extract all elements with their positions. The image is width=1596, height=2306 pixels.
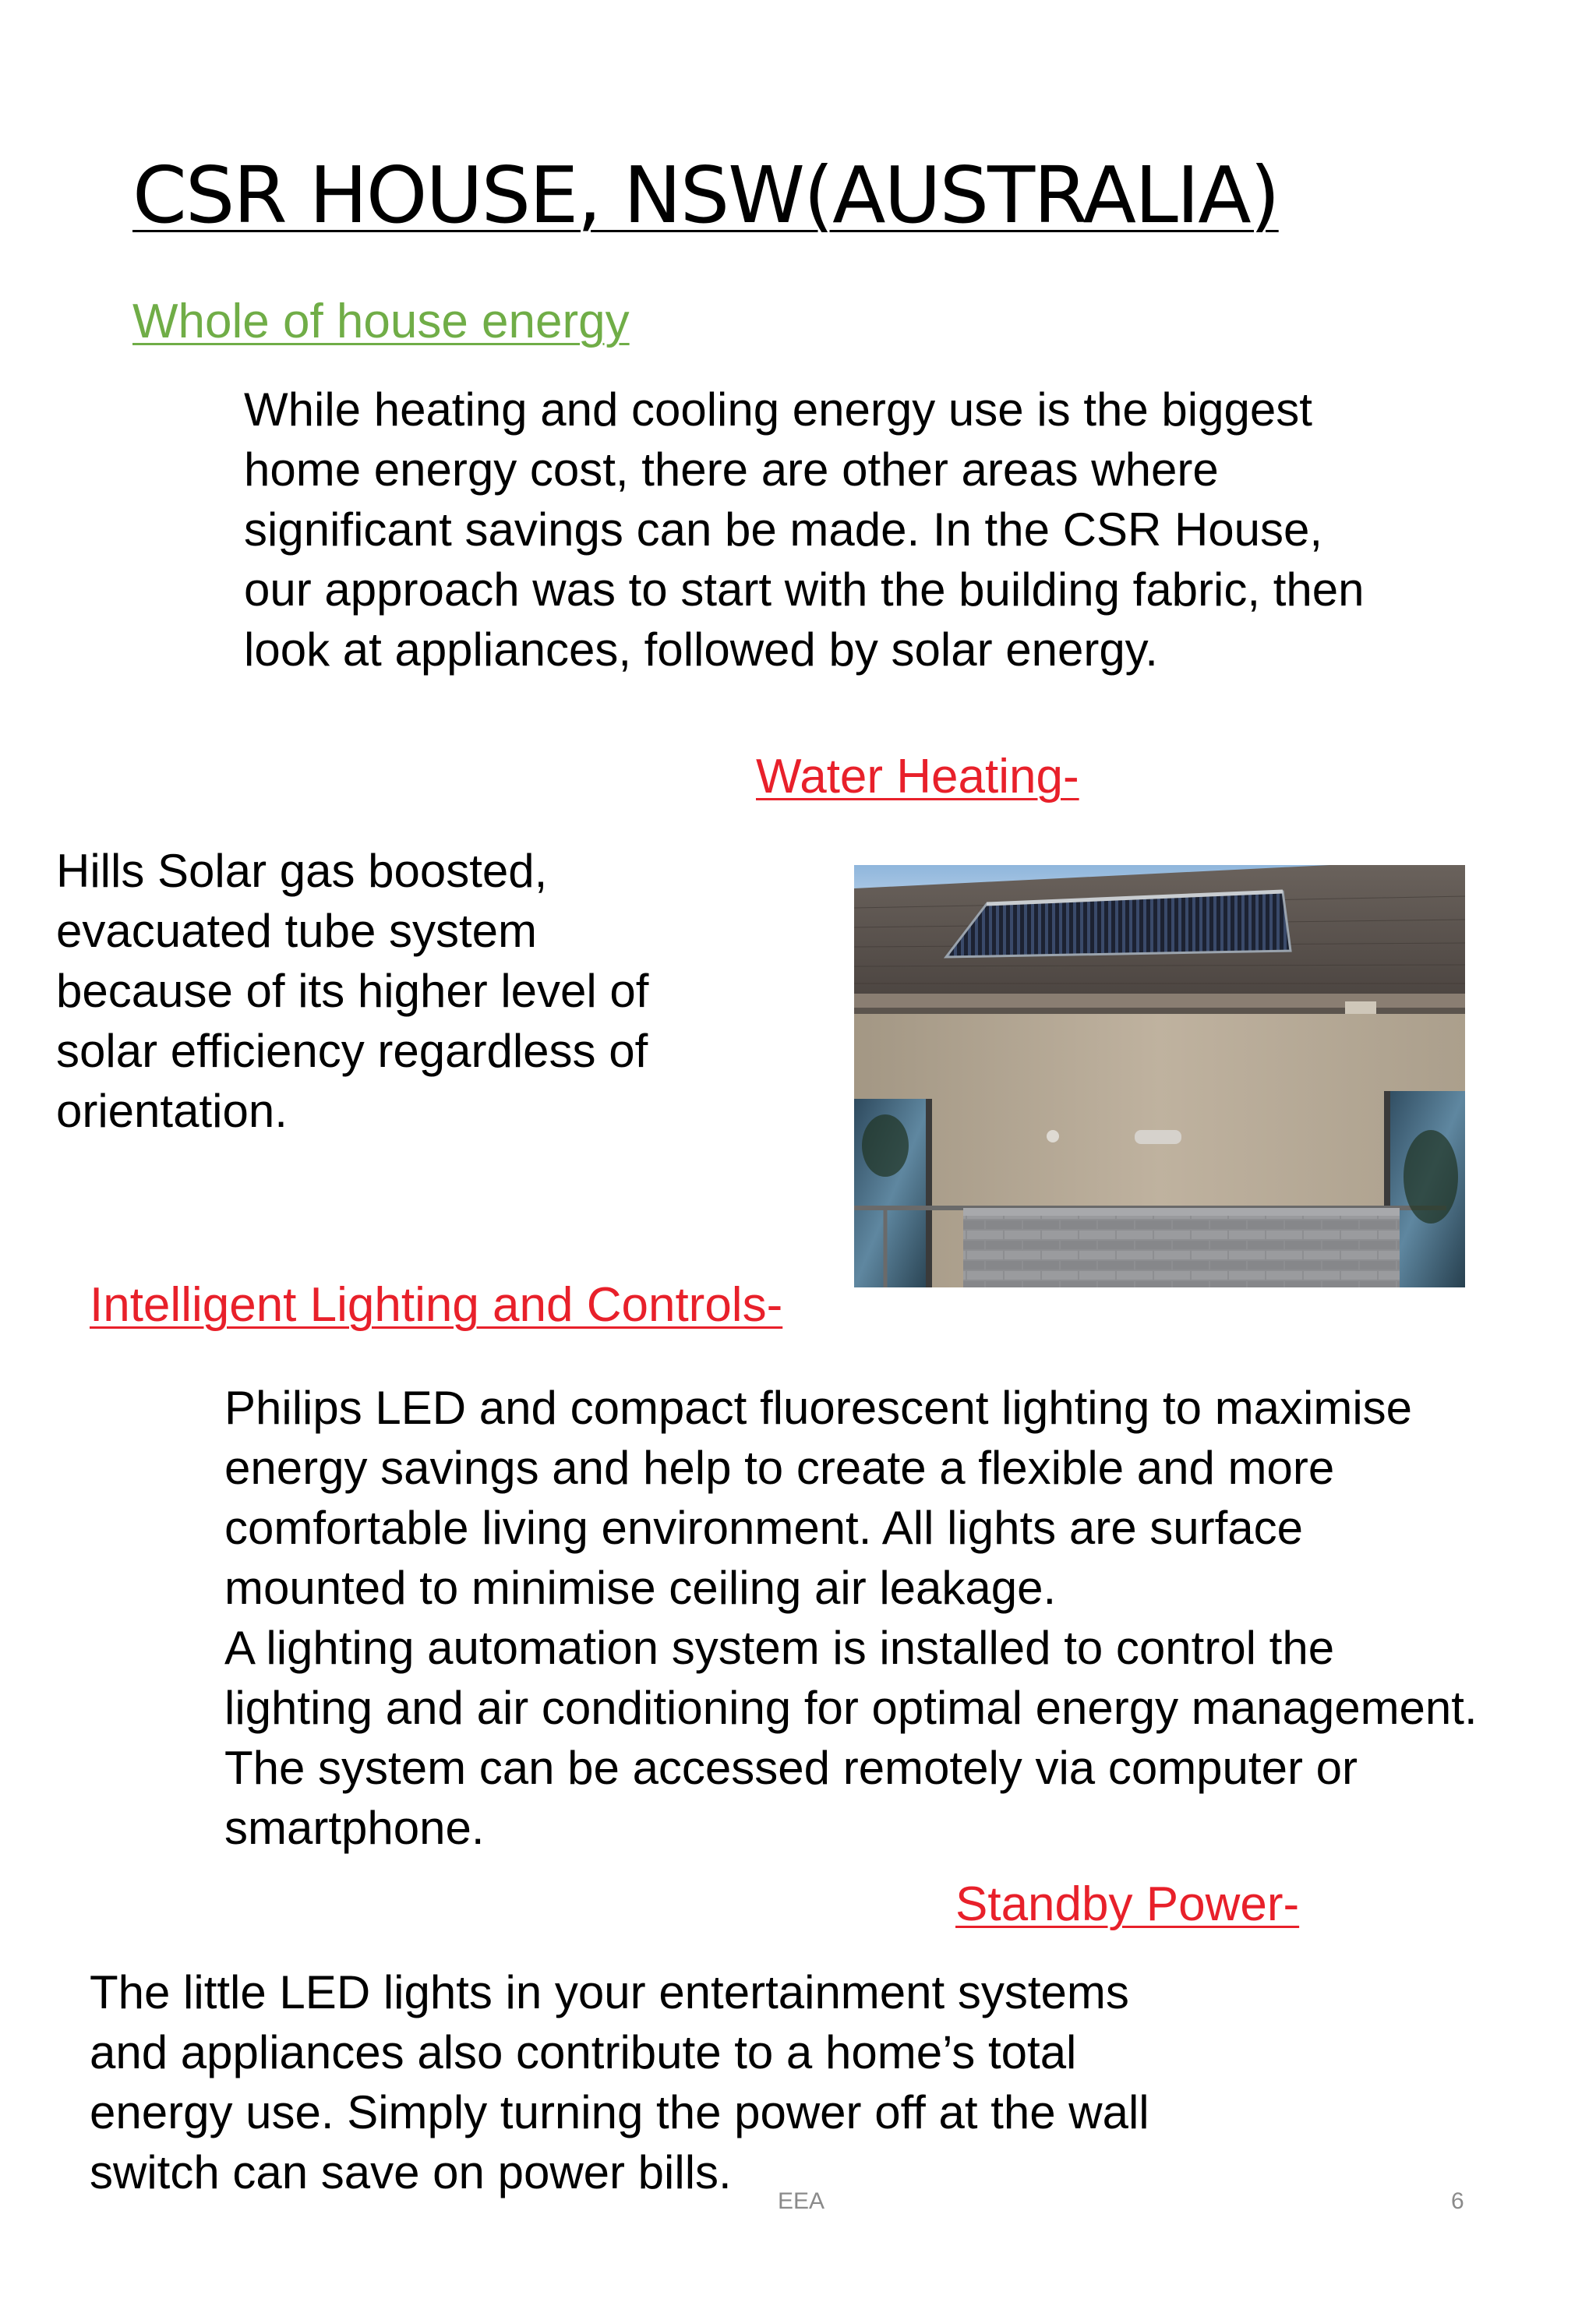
paragraph-line: our approach was to start with the building fabric, then xyxy=(244,563,1365,616)
whole-house-paragraph xyxy=(244,380,1364,680)
lighting-paragraph xyxy=(224,1378,1478,1858)
paragraph-line: mounted to minimise ceiling air leakage. xyxy=(224,1562,1057,1614)
paragraph-line: lighting and air conditioning for optimal energy management. xyxy=(224,1682,1478,1734)
page-title: CSR HOUSE, NSW(AUSTRALIA) xyxy=(132,150,1279,241)
paragraph-line: and appliances also contribute to a home’s total xyxy=(90,2026,1077,2078)
paragraph-line: evacuated tube system xyxy=(56,905,538,957)
paragraph-line: smartphone. xyxy=(224,1802,485,1854)
paragraph-line: The little LED lights in your entertainment systems xyxy=(90,1966,1129,2018)
standby-heading: Standby Power- xyxy=(955,1877,1300,1931)
solar-roof-illustration xyxy=(854,865,1465,1287)
paragraph-line: look at appliances, followed by solar energy. xyxy=(244,623,1158,676)
paragraph-line: A lighting automation system is installed to control the xyxy=(224,1622,1335,1674)
paragraph-line: significant savings can be made. In the CSR House, xyxy=(244,503,1323,556)
paragraph-line: energy use. Simply turning the power off at the wall xyxy=(90,2086,1149,2138)
water-heating-paragraph xyxy=(56,841,648,1141)
standby-paragraph xyxy=(90,1962,1149,2202)
footer-label: EEA xyxy=(778,2188,825,2214)
whole-house-heading: Whole of house energy xyxy=(132,295,630,348)
paragraph-line: switch can save on power bills. xyxy=(90,2146,732,2198)
paragraph-line: comfortable living environment. All lights are surface xyxy=(224,1502,1303,1554)
paragraph-line: because of its higher level of xyxy=(56,965,649,1017)
paragraph-line: energy savings and help to create a flexible and more xyxy=(224,1442,1335,1494)
paragraph-line: orientation. xyxy=(56,1085,288,1137)
paragraph-line: solar efficiency regardless of xyxy=(56,1025,648,1077)
paragraph-line: Hills Solar gas boosted, xyxy=(56,845,548,897)
paragraph-line: Philips LED and compact fluorescent lighting to maximise xyxy=(224,1382,1413,1434)
paragraph-line: While heating and cooling energy use is the biggest xyxy=(244,383,1312,436)
water-heating-heading: Water Heating- xyxy=(756,750,1079,803)
solar-roof-photo xyxy=(854,865,1465,1287)
paragraph-line: home energy cost, there are other areas where xyxy=(244,443,1219,496)
paragraph-line: The system can be accessed remotely via computer or xyxy=(224,1742,1358,1794)
lighting-heading: Intelligent Lighting and Controls- xyxy=(90,1278,783,1332)
page-number: 6 xyxy=(1451,2188,1464,2214)
